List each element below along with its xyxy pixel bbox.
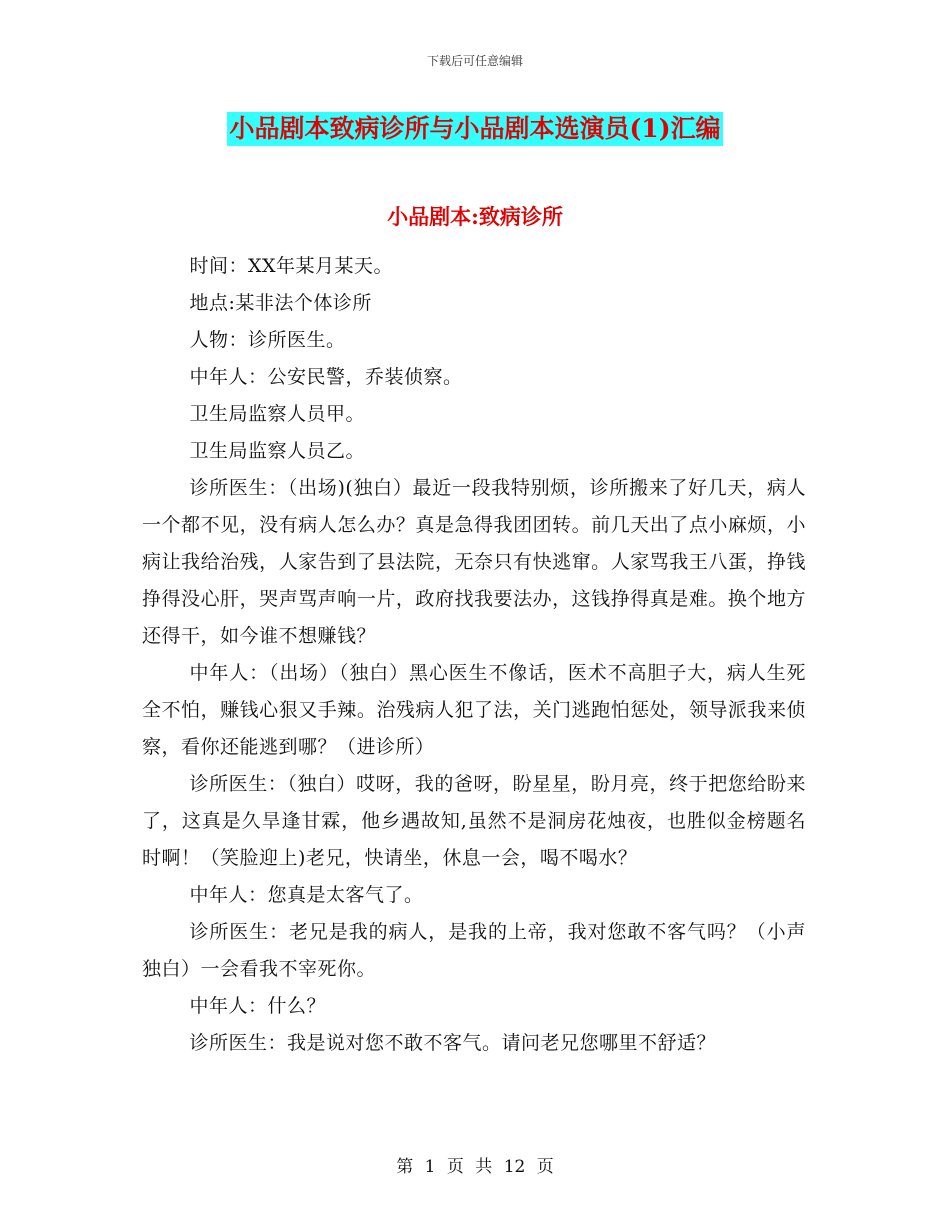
paragraph: 中年人：公安民警，乔装侦察。 bbox=[189, 366, 463, 388]
paragraph: 诊所医生：老兄是我的病人，是我的上帝，我对您敢不客气吗？（小声独白）一会看我不宰死你。 bbox=[142, 921, 806, 980]
paragraph: 诊所医生：（出场)(独白）最近一段我特别烦，诊所搬来了好几天，病人一个都不见，没有病人怎么办？真是急得我团团转。前几天出了点小麻烦，小病让我给治残，人家告到了县法院，无奈只有快逃窜。人家骂我王八蛋，挣钱挣得没心肝，哭声骂声响一片，政府找我要法办，这钱挣得真是难。换个地方还得干，如今谁不想赚钱？ bbox=[142, 477, 806, 647]
header-note: 下载后可任意编辑 bbox=[426, 54, 523, 68]
page-footer: 第 1 页 共 12 页 bbox=[396, 1157, 554, 1177]
paragraph: 诊所医生：我是说对您不敢不客气。请问老兄您哪里不舒适？ bbox=[189, 1032, 717, 1054]
document-title-container bbox=[0, 112, 950, 146]
paragraph: 中年人：您真是太客气了。 bbox=[189, 884, 424, 906]
document-title: 小品剧本致病诊所与小品剧本选演员(1)汇编 bbox=[227, 112, 722, 146]
document-body bbox=[142, 248, 806, 1062]
paragraph: 人物：诊所医生。 bbox=[189, 329, 346, 351]
paragraph: 卫生局监察人员甲。 bbox=[189, 403, 366, 425]
paragraph: 卫生局监察人员乙。 bbox=[189, 440, 366, 462]
paragraph: 时间：XX年某月某天。 bbox=[189, 255, 394, 277]
section-title: 小品剧本:致病诊所 bbox=[387, 204, 563, 229]
paragraph: 中年人：（出场）（独白）黑心医生不像话，医术不高胆子大，病人生死全不怕，赚钱心狠又手辣。治残病人犯了法，关门逃跑怕惩处，领导派我来侦察，看你还能逃到哪？（进诊所） bbox=[142, 662, 806, 758]
paragraph: 地点:某非法个体诊所 bbox=[189, 292, 372, 314]
paragraph: 中年人：什么？ bbox=[189, 995, 327, 1017]
paragraph: 诊所医生：（独白）哎呀，我的爸呀，盼星星，盼月亮，终于把您给盼来了，这真是久旱逢甘霖，他乡遇故知,虽然不是洞房花烛夜，也胜似金榜题名时啊！（笑脸迎上)老兄，快请坐，休息一会，喝不喝水？ bbox=[142, 773, 806, 869]
